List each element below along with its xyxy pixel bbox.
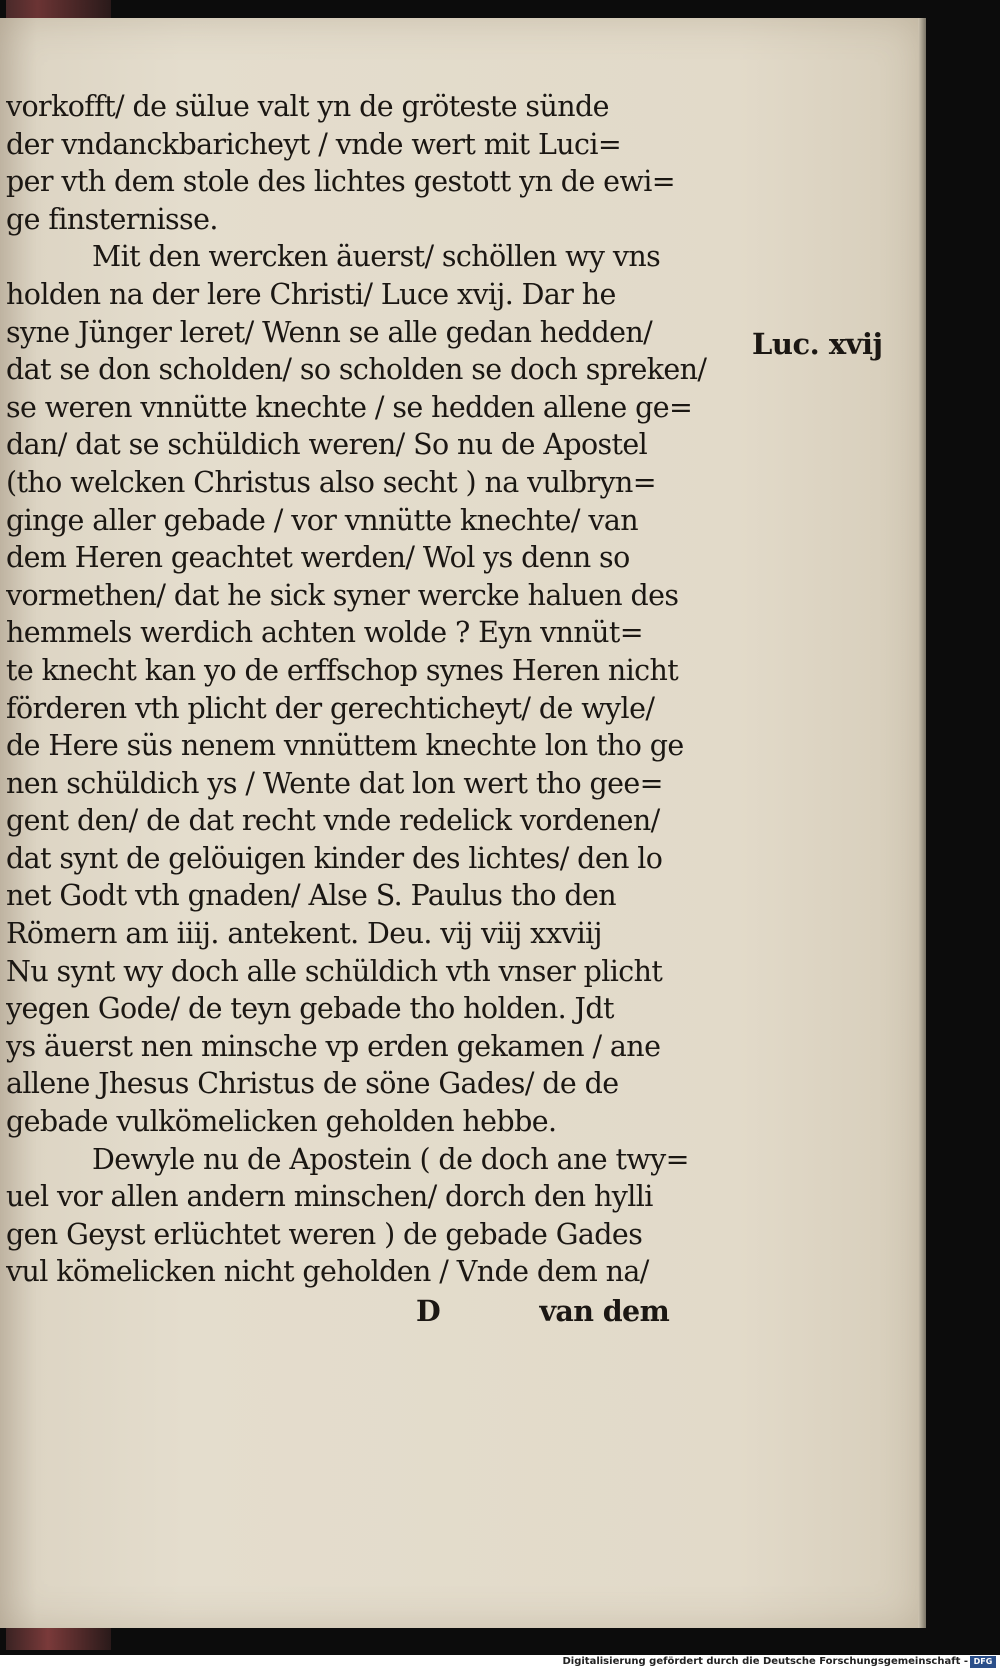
- text-line: holden na der lere Christi/ Luce xvij. Dar he: [6, 277, 616, 311]
- book-spine-top: [6, 0, 111, 18]
- text-line: Römern am iiij. antekent. Deu. vij viij xxviij: [6, 917, 602, 951]
- text-line: allene Jhesus Christus de söne Gades/ de de: [6, 1067, 619, 1101]
- dfg-logo: DFG: [970, 1656, 996, 1668]
- text-line: vormethen/ dat he sick syner wercke haluen des: [6, 578, 679, 612]
- funding-credit: Digitalisierung gefördert durch die Deutsche Forschungsgemeinschaft -: [562, 1656, 968, 1667]
- text-line: per vth dem stole des lichtes gestott yn de ewi=: [6, 165, 676, 199]
- text-line: dat se don scholden/ so scholden se doch spreken/: [6, 353, 707, 387]
- paragraph-start-line: Mit den wercken äuerst/ schöllen wy vns: [92, 240, 661, 274]
- text-line: net Godt vth gnaden/ Alse S. Paulus tho den: [6, 879, 617, 913]
- text-line: förderen vth plicht der gerechticheyt/ de wyle/: [6, 691, 655, 725]
- text-line: der vndanckbaricheyt / vnde wert mit Luci=: [6, 127, 622, 161]
- text-line: nen schüldich ys / Wente dat lon wert tho gee=: [6, 766, 663, 800]
- text-line: te knecht kan yo de erffschop synes Heren nicht: [6, 653, 679, 687]
- text-line: dat synt de gelöuigen kinder des lichtes/ den lo: [6, 841, 663, 875]
- text-line: gen Geyst erlüchtet weren ) de gebade Gades: [6, 1217, 643, 1251]
- text-line: syne Jünger leret/ Wenn se alle gedan hedden/: [6, 315, 653, 349]
- text-line: ys äuerst nen minsche vp erden gekamen / ane: [6, 1029, 661, 1063]
- text-line: ginge aller gebade / vor vnnütte knechte/ van: [6, 503, 639, 537]
- signature-mark: D: [416, 1294, 441, 1328]
- paragraph-start-line: Dewyle nu de Apostein ( de doch ane twy=: [92, 1142, 689, 1176]
- text-line: dan/ dat se schüldich weren/ So nu de Apostel: [6, 428, 648, 462]
- text-line: (tho welcken Christus also secht ) na vulbryn=: [6, 465, 657, 499]
- text-line: uel vor allen andern minschen/ dorch den hylli: [6, 1180, 653, 1214]
- page-edge: [918, 18, 926, 1628]
- text-line: gebade vulkömelicken geholden hebbe.: [6, 1105, 557, 1139]
- text-line: gent den/ de dat recht vnde redelick vordenen/: [6, 804, 660, 838]
- text-line: dem Heren geachtet werden/ Wol ys denn so: [6, 541, 630, 575]
- text-line: Nu synt wy doch alle schüldich vth vnser plicht: [6, 954, 663, 988]
- text-line: yegen Gode/ de teyn gebade tho holden. Jdt: [6, 992, 614, 1026]
- text-line: se weren vnnütte knechte / se hedden allene ge=: [6, 390, 693, 424]
- text-line: ge finsternisse.: [6, 202, 218, 236]
- book-spine-bottom: [6, 1628, 111, 1650]
- text-line: hemmels werdich achten wolde ? Eyn vnnüt=: [6, 616, 643, 650]
- marginal-note: Luc. xvij: [752, 327, 883, 361]
- page-footer: [6, 1293, 736, 1331]
- text-line: de Here süs nenem vnnüttem knechte lon tho ge: [6, 729, 684, 763]
- text-line: vul kömelicken nicht geholden / Vnde dem na/: [6, 1255, 649, 1289]
- page-text: [6, 88, 736, 1331]
- catchword: van dem: [539, 1294, 670, 1328]
- text-line: vorkofft/ de sülue valt yn de gröteste sünde: [6, 90, 609, 123]
